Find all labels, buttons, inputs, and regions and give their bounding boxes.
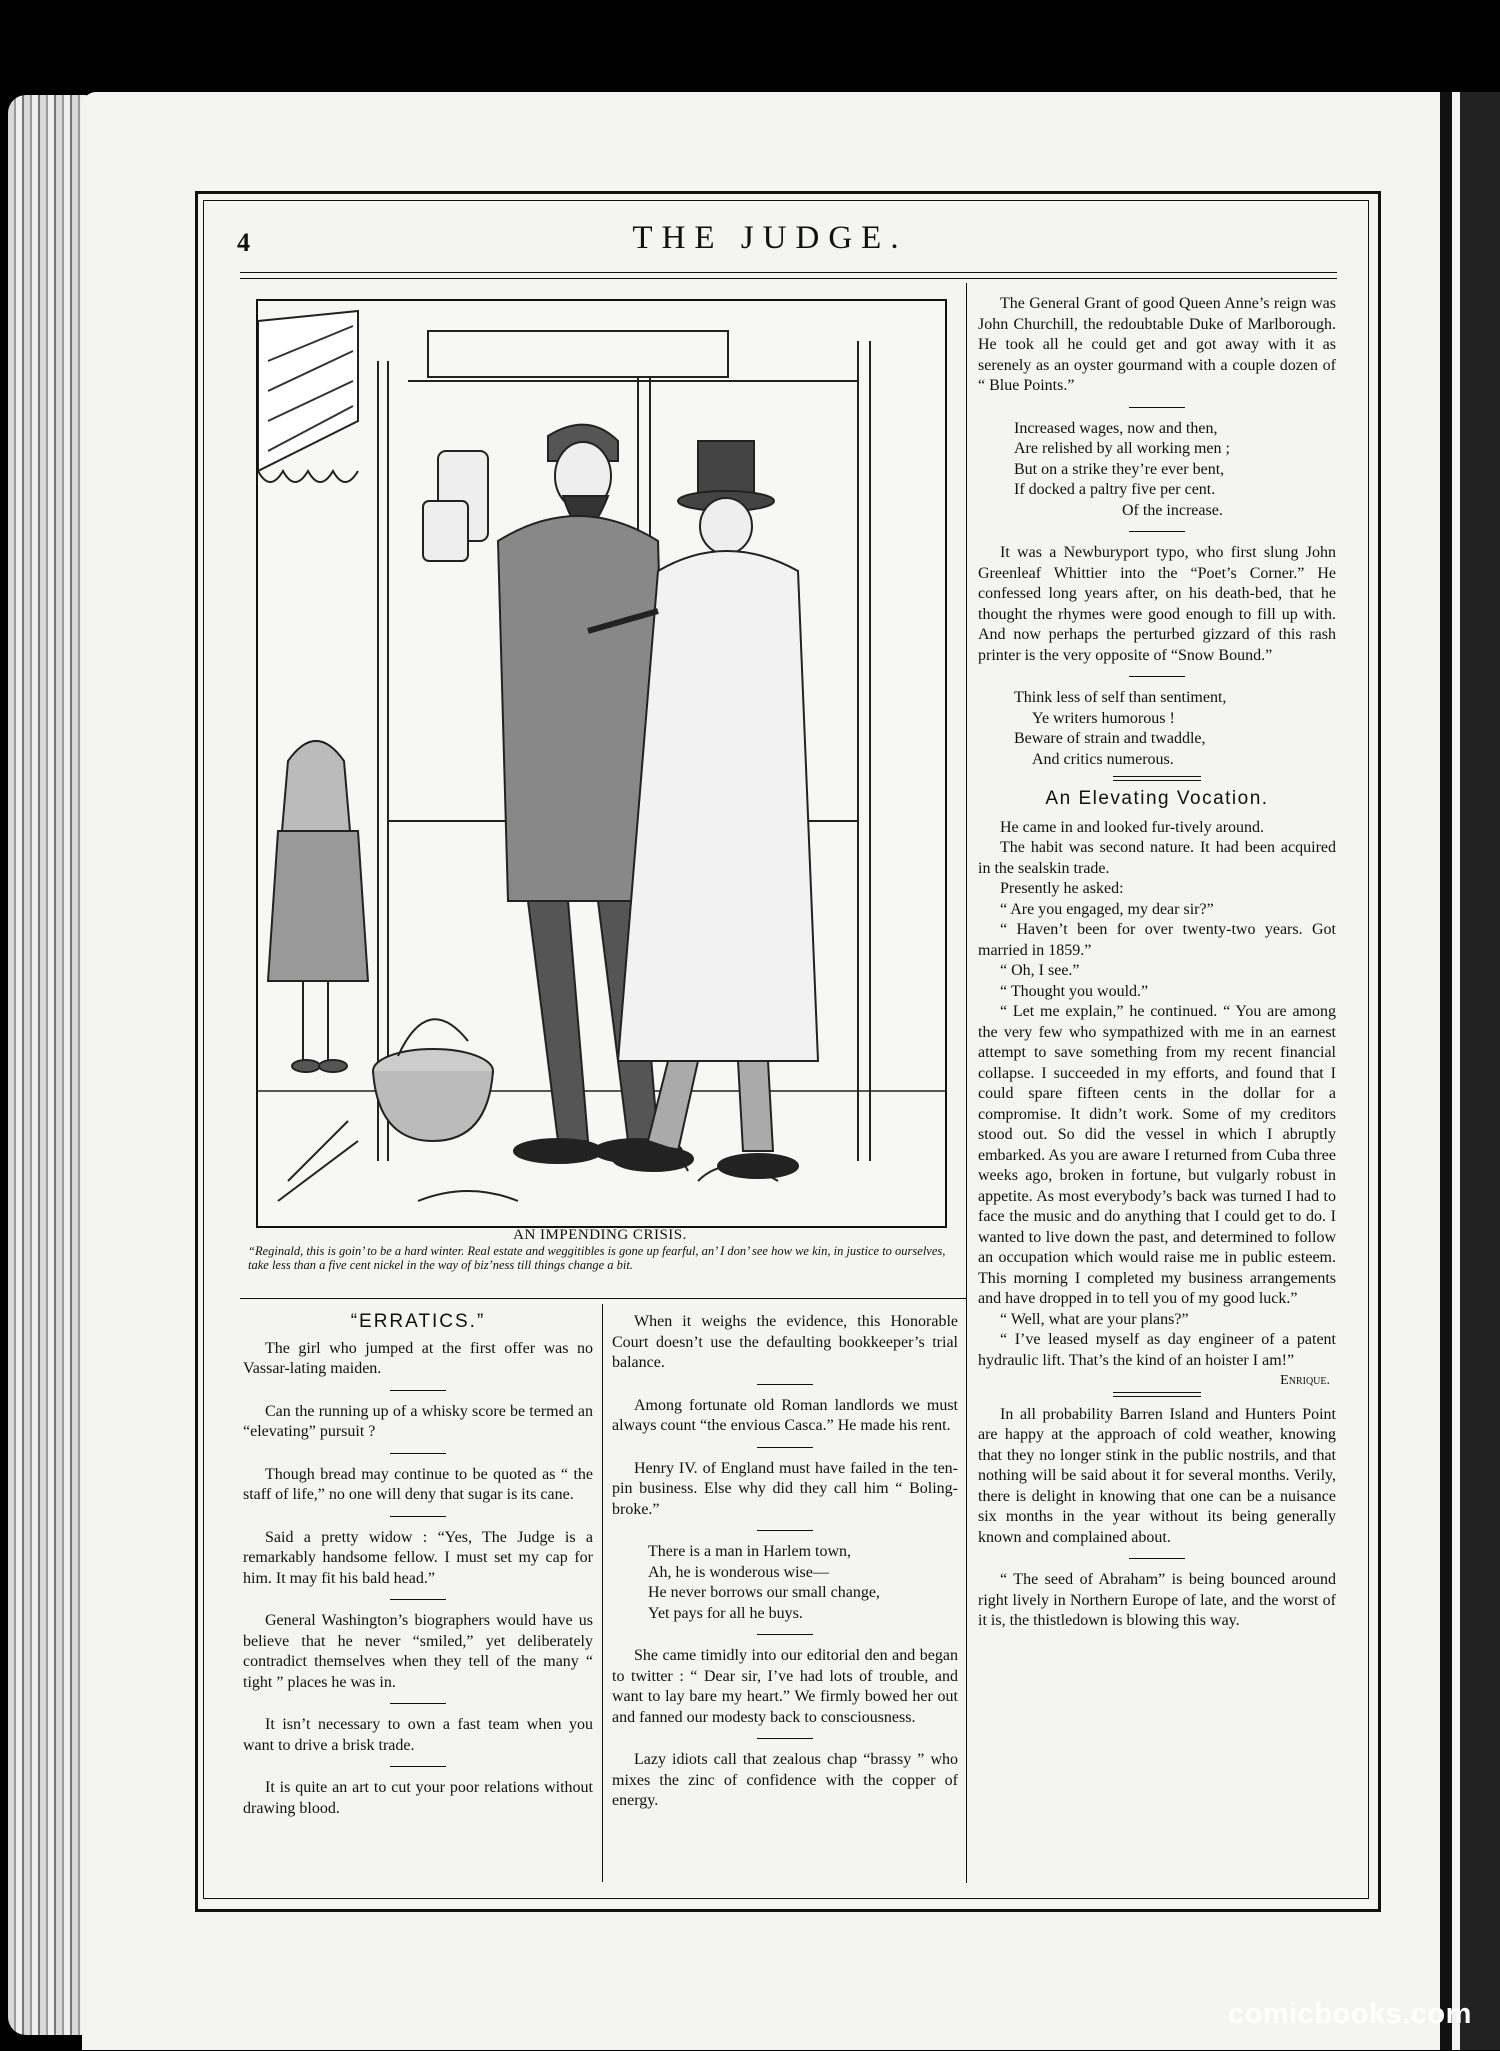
- separator: [390, 1703, 446, 1704]
- erratics-item: Can the running up of a whisky score be termed an “elevating” pursuit ?: [243, 1402, 593, 1440]
- verse-think-less: [978, 688, 1336, 770]
- verse-line: Are relished by all working men ;: [1014, 440, 1230, 457]
- verse-harlem: [612, 1542, 958, 1624]
- paragraph-honorable-court: When it weighs the evidence, this Honorable Court doesn’t use the defaulting bookkeeper’s trial balance.: [612, 1313, 958, 1371]
- separator: [390, 1390, 446, 1391]
- separator: [1129, 407, 1185, 408]
- story-paragraph-final: [978, 1330, 1336, 1388]
- story-paragraph: “ Oh, I see.”: [1000, 962, 1080, 979]
- separator: [757, 1530, 813, 1531]
- erratics-item: Said a pretty widow : “Yes, The Judge is a remarkably handsome fellow. I must set my cap for him. It may fit his bald head.”: [243, 1528, 593, 1587]
- paragraph-editorial-den: She came timidly into our editorial den and began to twitter : “ Dear sir, I’ve had lots of trouble, and want to lay bare my heart.” We firmly bowed her out and fanned our modesty back to consciousness.: [612, 1647, 958, 1726]
- story-paragraph: Presently he asked:: [1000, 880, 1124, 897]
- verse-line: Of the increase.: [1122, 501, 1223, 519]
- erratics-item: It isn’t necessary to own a fast team when you want to drive a brisk trade.: [243, 1716, 593, 1754]
- separator: [757, 1447, 813, 1448]
- separator: [390, 1766, 446, 1767]
- girl-figure: [268, 741, 368, 1072]
- column-divider-right: [966, 283, 967, 1883]
- paragraph-barren-island: In all probability Barren Island and Hunters Point are happy at the approach of cold weather, knowing that they no longer stink in the public nostrils, and that nothing will be said about it for several months. Verily, there is delight in knowing that one can be a nuisance six months in the year without its being generally known and complained about.: [978, 1405, 1336, 1546]
- separator: [390, 1599, 446, 1600]
- erratics-title: “ERRATICS.”: [350, 1311, 486, 1332]
- verse-line: Increased wages, now and then,: [1014, 419, 1218, 437]
- erratics-item: The girl who jumped at the first offer was no Vassar-lating maiden.: [243, 1339, 593, 1377]
- paragraph-whittier: It was a Newburyport typo, who first slung John Greenleaf Whittier into the “Poet’s Corner.” He confessed long years after, on his death-bed, that he thought the rhymes were good enough to fill up with. And now perhaps the perturbed gizzard of this rash printer is the very opposite of “Snow Bound.”: [978, 544, 1336, 664]
- story-paragraph: The habit was second nature. It had been acquired in the sealskin trade.: [978, 839, 1336, 877]
- erratics-item: General Washington’s biographers would have us believe that he never “smiled,” yet deliberately contradict themselves when they tell of the many “ tight ” places he was in.: [243, 1612, 593, 1691]
- right-column: [978, 294, 1336, 1632]
- story-signature: Enrique.: [1280, 1373, 1330, 1388]
- cartoon-drawing: [258, 301, 945, 1226]
- verse-line: If docked a paltry five per cent.: [1014, 481, 1216, 498]
- verse-line: Ah, he is wonderous wise—: [648, 1563, 829, 1581]
- verse-line: Yet pays for all he buys.: [648, 1604, 803, 1622]
- separator: [1129, 1558, 1185, 1559]
- separator: [757, 1634, 813, 1635]
- page-gutter-shadow: [1440, 92, 1500, 2050]
- verse-line: But on a strike they’re ever bent,: [1014, 460, 1225, 478]
- paragraph-boling-broke: Henry IV. of England must have failed in the ten-pin business. Else why did they call him “ Boling-broke.”: [612, 1459, 958, 1518]
- story-paragraph: “ Thought you would.”: [1000, 982, 1149, 1000]
- separator: [757, 1738, 813, 1739]
- verse-line: He never borrows our small change,: [648, 1584, 880, 1601]
- verse-increased-wages: [978, 419, 1336, 522]
- double-separator: [1113, 776, 1201, 781]
- shop-sign-board: [428, 331, 728, 377]
- verse-line: Think less of self than sentiment,: [1014, 689, 1227, 706]
- separator: [1129, 531, 1185, 532]
- verse-line: Beware of strain and twaddle,: [1014, 730, 1206, 747]
- separator: [757, 1384, 813, 1385]
- verse-line: Ye writers humorous !: [1032, 709, 1175, 727]
- book-page-edges: [8, 95, 88, 2035]
- illustration-title: AN IMPENDING CRISIS.: [513, 1227, 687, 1243]
- window-jars: [423, 451, 488, 561]
- basket: [373, 1019, 493, 1141]
- header-rule-bottom: [240, 278, 1337, 279]
- paragraph-brassy: Lazy idiots call that zealous chap “brassy ” who mixes the zinc of confidence with the copper of energy.: [612, 1751, 958, 1809]
- story-paragraph: “ Well, what are your plans?”: [1000, 1310, 1189, 1328]
- separator: [390, 1453, 446, 1454]
- paragraph-abraham: “ The seed of Abraham” is being bounced around right lively in Northern Europe of late, and the worst of it is, the thistledown is blowing this way.: [978, 1571, 1336, 1629]
- erratics-item: It is quite an art to cut your poor relations without drawing blood.: [243, 1779, 593, 1817]
- story-final-text: “ I’ve leased myself as day engineer of a patent hydraulic lift. That’s the kind of an hoister I am!”: [978, 1331, 1336, 1369]
- artist-signature: [278, 1121, 778, 1201]
- paragraph-marlborough: The General Grant of good Queen Anne’s reign was John Churchill, the redoubtable Duke of Marlborough. He took all he could get and got away with it as serenely as an oyster gourmand with a couple dozen of “ Blue Points.”: [978, 295, 1336, 394]
- illustration-caption: “Reginald, this is goin’ to be a hard winter. Real estate and weggitibles is gone up fearful, an’ I don’ see how we kin, in justice to ourselves, take less than a five cent nickel in the way of biz’ness till things change a bit.: [248, 1244, 946, 1272]
- story-paragraph: “ Haven’t been for over twenty-two years. Got married in 1859.”: [978, 921, 1336, 959]
- erratics-item: Though bread may continue to be quoted as “ the staff of life,” no one will deny that sugar is its cane.: [243, 1465, 593, 1503]
- story-paragraph: He came in and looked fur-tively around.: [1000, 818, 1265, 836]
- page-number: 4: [237, 228, 250, 257]
- verse-line: And critics numerous.: [1032, 750, 1174, 768]
- verse-line: There is a man in Harlem town,: [648, 1543, 852, 1560]
- separator: [390, 1516, 446, 1517]
- masthead-title: THE JUDGE.: [632, 220, 908, 256]
- story-paragraph: “ Let me explain,” he continued. “ You are among the very few who sympathized with me in an earnest attempt to save something from my recent financial collapse. I succeeded in my efforts, and found that I could spare fifteen cents in the dollar for a compromise. It didn’t work. Some of my creditors stood out. So did the vessel in which I abruptly embarked. As you are aware I returned from Cuba three weeks ago, broken in fortune, but vulgarly robust in appetite. As most everybody’s back was turned I had to face the music and do anything that I could get to do. I wanted to live down the past, and determined to follow an occupation which would raise me in public esteem. This morning I completed my business arrangements and have dropped in to tell you of my good luck.”: [978, 1003, 1336, 1307]
- header-rule-top: [240, 272, 1337, 273]
- middle-column: [612, 1312, 958, 1812]
- story-paragraph: “ Are you engaged, my dear sir?”: [1000, 900, 1214, 918]
- paragraph-casca: Among fortunate old Roman landlords we must always count “the envious Casca.” He made his rent.: [612, 1396, 958, 1434]
- column-divider-middle: [602, 1304, 603, 1882]
- cartoon-illustration: [256, 299, 947, 1228]
- double-separator: [1113, 1392, 1201, 1397]
- erratics-column: [243, 1312, 593, 1819]
- story-title: An Elevating Vocation.: [1045, 788, 1269, 809]
- separator: [1129, 676, 1185, 677]
- site-watermark: comicbooks.com: [1228, 1998, 1472, 2030]
- illustration-bottom-rule: [240, 1298, 966, 1299]
- awning: [258, 311, 358, 482]
